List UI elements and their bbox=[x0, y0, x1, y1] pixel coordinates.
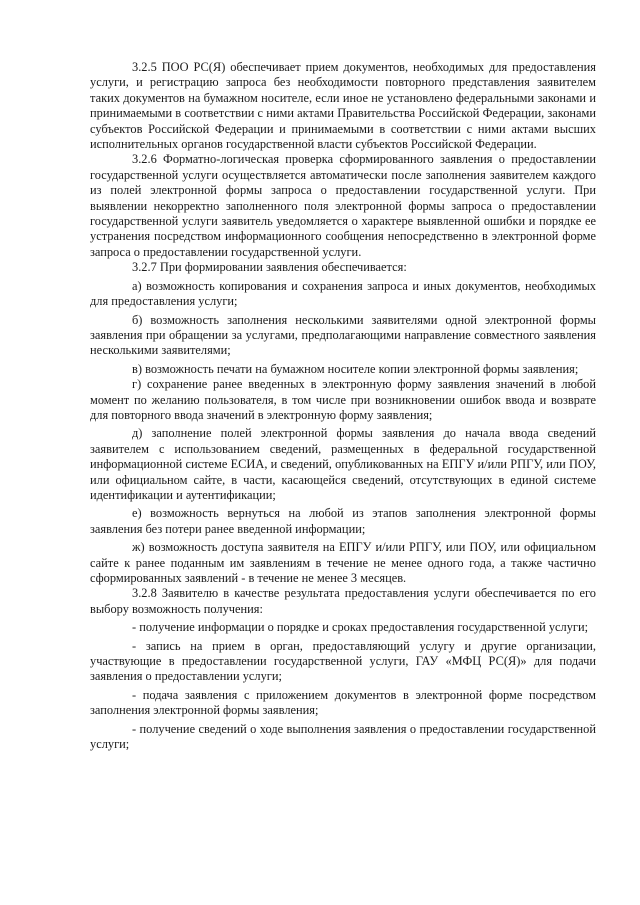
result-item-info: - получение информации о порядке и сроках предоставления государственной услуги; bbox=[132, 620, 589, 635]
result-item-submission: - подача заявления с приложением документов в электронной форме посредством заполнения электронной формы заявления; bbox=[90, 687, 596, 718]
result-item-appointment: - запись на прием в орган, предоставляющий услугу и другие организации, участвующие в предоставлении государственной услуги, ГАУ «МФЦ РС(Я)» для подачи заявления о предоставлении услуги; bbox=[90, 638, 596, 684]
list-item-g: г) сохранение ранее введенных в электронную форму заявления значений в любой момент по желанию пользователя, в том числе при возникновении ошибок ввода и возврате для повторного ввода значений в электронную форму заявления; bbox=[90, 377, 596, 422]
document-page bbox=[90, 60, 596, 752]
result-item-status: - получение сведений о ходе выполнения заявления о предоставлении государственной услуги; bbox=[90, 721, 596, 752]
list-item-b: б) возможность заполнения несколькими заявителями одной электронной формы заявления при обращении за услугами, предполагающими направление совместного заявления несколькими заявителями; bbox=[90, 312, 596, 358]
paragraph-3-2-6: 3.2.6 Форматно-логическая проверка сформированного заявления о предоставлении государственной услуги осуществляется автоматически после заполнения заявителем каждого из полей электронной формы запроса о предоставлении государственной услуги. При выявлении некорректно заполненного поля электронной формы запроса о предоставлении государственной услуги заявитель уведомляется о характере выявленной ошибки и порядке ее устранения посредством информационного сообщения непосредственно в электронной форме запроса о предоставлении государственной услуги. bbox=[90, 152, 596, 259]
paragraph-3-2-8: 3.2.8 Заявителю в качестве результата предоставления услуги обеспечивается по его выбору возможность получения: bbox=[90, 586, 596, 616]
list-item-d: д) заполнение полей электронной формы заявления до начала ввода сведений заявителем с использованием сведений, размещенных в федеральной государственной информационной системе ЕСИА, и сведений, опубликованных на ЕПГУ и/или РПГУ, или ПОУ, или официальном сайте, в части, касающейся сведений, отсутствующих в единой системе идентификации и аутентификации; bbox=[90, 426, 596, 502]
list-item-zh: ж) возможность доступа заявителя на ЕПГУ и/или РПГУ, или ПОУ, или официальном сайте к ранее поданным им заявлениям в течение не менее одного года, а также частично сформированных заявлений - в течение не менее 3 месяцев. bbox=[90, 540, 596, 585]
list-item-v: в) возможность печати на бумажном носителе копии электронной формы заявления; bbox=[132, 361, 579, 376]
paragraph-3-2-7: 3.2.7 При формировании заявления обеспечивается: bbox=[132, 260, 407, 275]
list-item-e: е) возможность вернуться на любой из этапов заполнения электронной формы заявления без потери ранее введенной информации; bbox=[90, 506, 596, 536]
list-item-a: а) возможность копирования и сохранения запроса и иных документов, необходимых для предоставления услуги; bbox=[90, 278, 596, 309]
paragraph-3-2-5: 3.2.5 ПОО РС(Я) обеспечивает прием документов, необходимых для предоставления услуги, и регистрацию запроса без необходимости повторного представления заявителем таких документов на бумажном носителе, если иное не установлено федеральными законами и принимаемыми в соответствии с ними актами Правительства Российской Федерации, законами субъектов Российской Федерации и принимаемыми в соответствии с ними актами высших исполнительных органов государственной власти субъектов Российской Федерации. bbox=[90, 60, 596, 152]
